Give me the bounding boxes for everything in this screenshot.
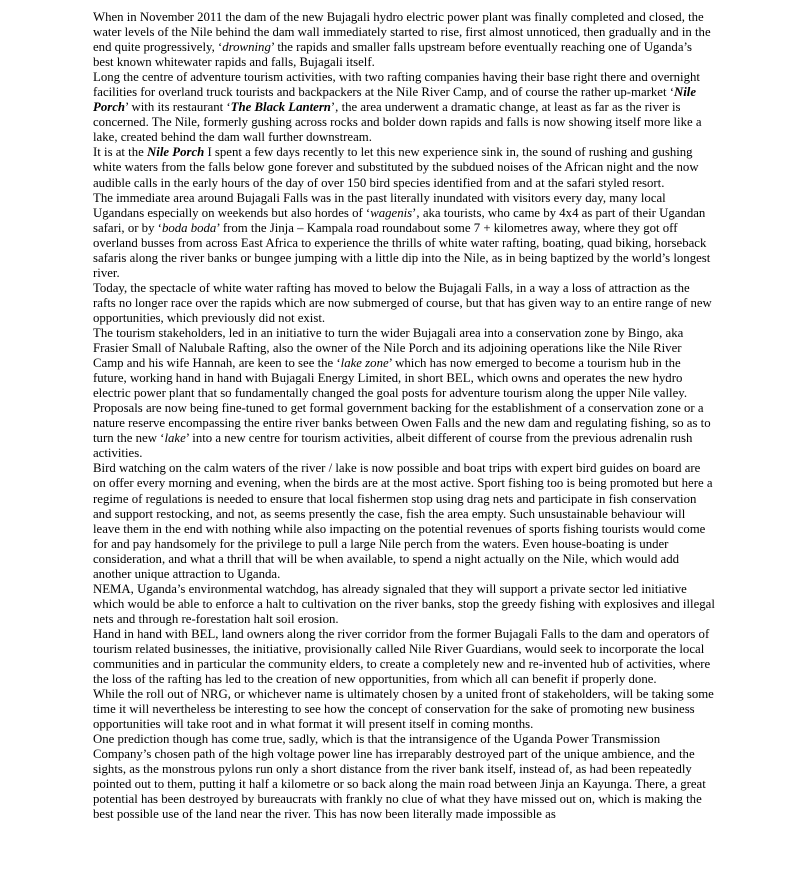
italic-text: lake [164,431,186,446]
paragraph [93,461,715,581]
text-run: Bird watching on the calm waters of the river / lake is now possible and boat trips with expert bird guides on board are on offer every morning and evening, when the birds are at the most active. Sport fishing too is being promoted but here a regime of regulations is needed to ensure that local fishermen stop using drag nets and participate in fish conservation and support restocking, and not, as seems presently the case, fish the area empty. Such unsustainable behaviour will leave them in the end with nothing while also impacting on the potential revenues of sports fishing tourists would come for and pay handsomely for the privilege to pull a large Nile perch from the waters. Even house-boating is under consideration, and what a thrill that will be when available, to spend a night actually on the Nile, which would add another unique attraction to Uganda. [93,461,713,581]
italic-text: wagenis [370,205,413,220]
article-body [93,10,715,823]
paragraph [93,145,715,190]
paragraph [93,732,715,822]
text-run: ’ with its restaurant ‘ [125,100,231,115]
italic-text: lake zone [340,356,389,371]
bold-italic-text: Nile Porch [93,85,697,115]
text-run: ’, aka tourists, who came by 4x4 as part of their Ugandan safari, or by ‘ [93,205,706,235]
text-run: While the roll out of NRG, or whichever name is ultimately chosen by a united front of stakeholders, will be taking some time it will nevertheless be interesting to see how the concept of conservation for the sake of promoting new business opportunities will take root and in what format it will present itself in coming months. [93,687,714,732]
text-run: ’ which has now emerged to become a tourism hub in the future, working hand in hand with Bujagali Energy Limited, in short BEL, which owns and operates the new hydro electric power plant that so fundamentally changed the goal posts for adventure tourism along the upper Nile valley. Proposals are now being fine-tuned to get formal government backing for the establishment of a conservation zone or a nature reserve encompassing the entire river banks between Owen Falls and the new dam and regulating fishing, so as to turn the new ‘ [93,356,711,446]
text-run: One prediction though has come true, sadly, which is that the intransigence of the Uganda Power Transmission Company’s chosen path of the high voltage power line has irreparably destroyed part of the unique ambience, and the sights, as the monstrous pylons run only a short distance from the river bank itself, instead of, as had been repeatedly pointed out to them, putting it half a kilometre or so back along the main road between Jinja an Kayunga. There, a great potential has been destroyed by bureaucrats with frankly no clue of what they have missed out on, which is making the best possible use of the land near the river. This has now been literally made impossible as [93,732,706,822]
text-run: ’ from the Jinja – Kampala road roundabout some 7 + kilometres away, where they got off overland busses from across East Africa to experience the thrills of white water rafting, boating, quad biking, horseback safaris along the river banks or bungee jumping with a little dip into the Nile, as in being baptized by the world’s longest river. [93,220,711,280]
text-run: The immediate area around Bujagali Falls was in the past literally inundated with visitors every day, many local Ugandans especially on weekends but also hordes of ‘ [93,190,666,220]
text-run: ’ the rapids and smaller falls upstream before eventually reaching one of Uganda’s best known whitewater rapids and falls, Bujagali itself. [93,40,693,70]
text-run: Long the centre of adventure tourism activities, with two rafting companies having their base right there and overnight facilities for overland truck tourists and backpackers at the Nile River Camp, and of course the rather up-market ‘ [93,70,700,100]
paragraph [93,70,715,145]
text-run: ’, the area underwent a dramatic change, at least as far as the river is concerned. The Nile, formerly gushing across rocks and bolder down rapids and falls is now showing itself more like a lake, created behind the dam wall further downstream. [93,100,702,145]
bold-italic-text: Nile Porch [147,145,205,160]
text-run: Today, the spectacle of white water rafting has moved to below the Bujagali Falls, in a way a loss of attraction as the rafts no longer race over the rapids which are now submerged of course, but that has given way to an entire range of new opportunities, which previously did not exist. [93,280,712,325]
paragraph [93,582,715,627]
bold-italic-text: The Black Lantern [230,100,331,115]
paragraph [93,627,715,687]
text-run: NEMA, Uganda’s environmental watchdog, has already signaled that they will support a private sector led initiative which would be able to enforce a halt to cultivation on the river banks, stop the greedy fishing with explosives and illegal nets and through re-forestation halt soil erosion. [93,581,715,626]
italic-text: boda boda [161,220,217,235]
paragraph [93,10,715,70]
text-run: The tourism stakeholders, led in an initiative to turn the wider Bujagali area into a conservation zone by Bingo, aka Frasier Small of Nalubale Rafting, also the owner of the Nile Porch and its adjoining operations like the Nile River Camp and his wife Hannah, are keen to see the ‘ [93,325,684,371]
text-run: It is at the [93,145,148,160]
paragraph [93,191,715,281]
text-run: When in November 2011 the dam of the new Bujagali hydro electric power plant was finally completed and closed, the water levels of the Nile behind the dam wall immediately started to rise, first almost unnoticed, then gradually and in the end quite progressively, ‘ [93,10,711,55]
paragraph [93,281,715,326]
paragraph [93,326,715,461]
text-run: Hand in hand with BEL, land owners along the river corridor from the former Bujagali Falls to the dam and operators of tourism related businesses, the initiative, provisionally called Nile River Guardians, would seek to incorporate the local communities and in particular the community elders, to create a completely new and re-invented hub of activities, where the loss of the rafting has led to the creation of new opportunities, from which all can benefit if properly done. [93,626,711,687]
paragraph [93,687,715,732]
italic-text: drowning [222,40,271,55]
text-run: I spent a few days recently to let this new experience sink in, the sound of rushing and gushing white waters from the falls below gone forever and substituted by the subdued noises of the African night and the now audible calls in the early hours of the day of over 150 bird species identified from and at the safari styled resort. [93,145,699,190]
text-run: ’ into a new centre for tourism activities, albeit different of course from the previous adrenalin rush activities. [93,431,693,461]
